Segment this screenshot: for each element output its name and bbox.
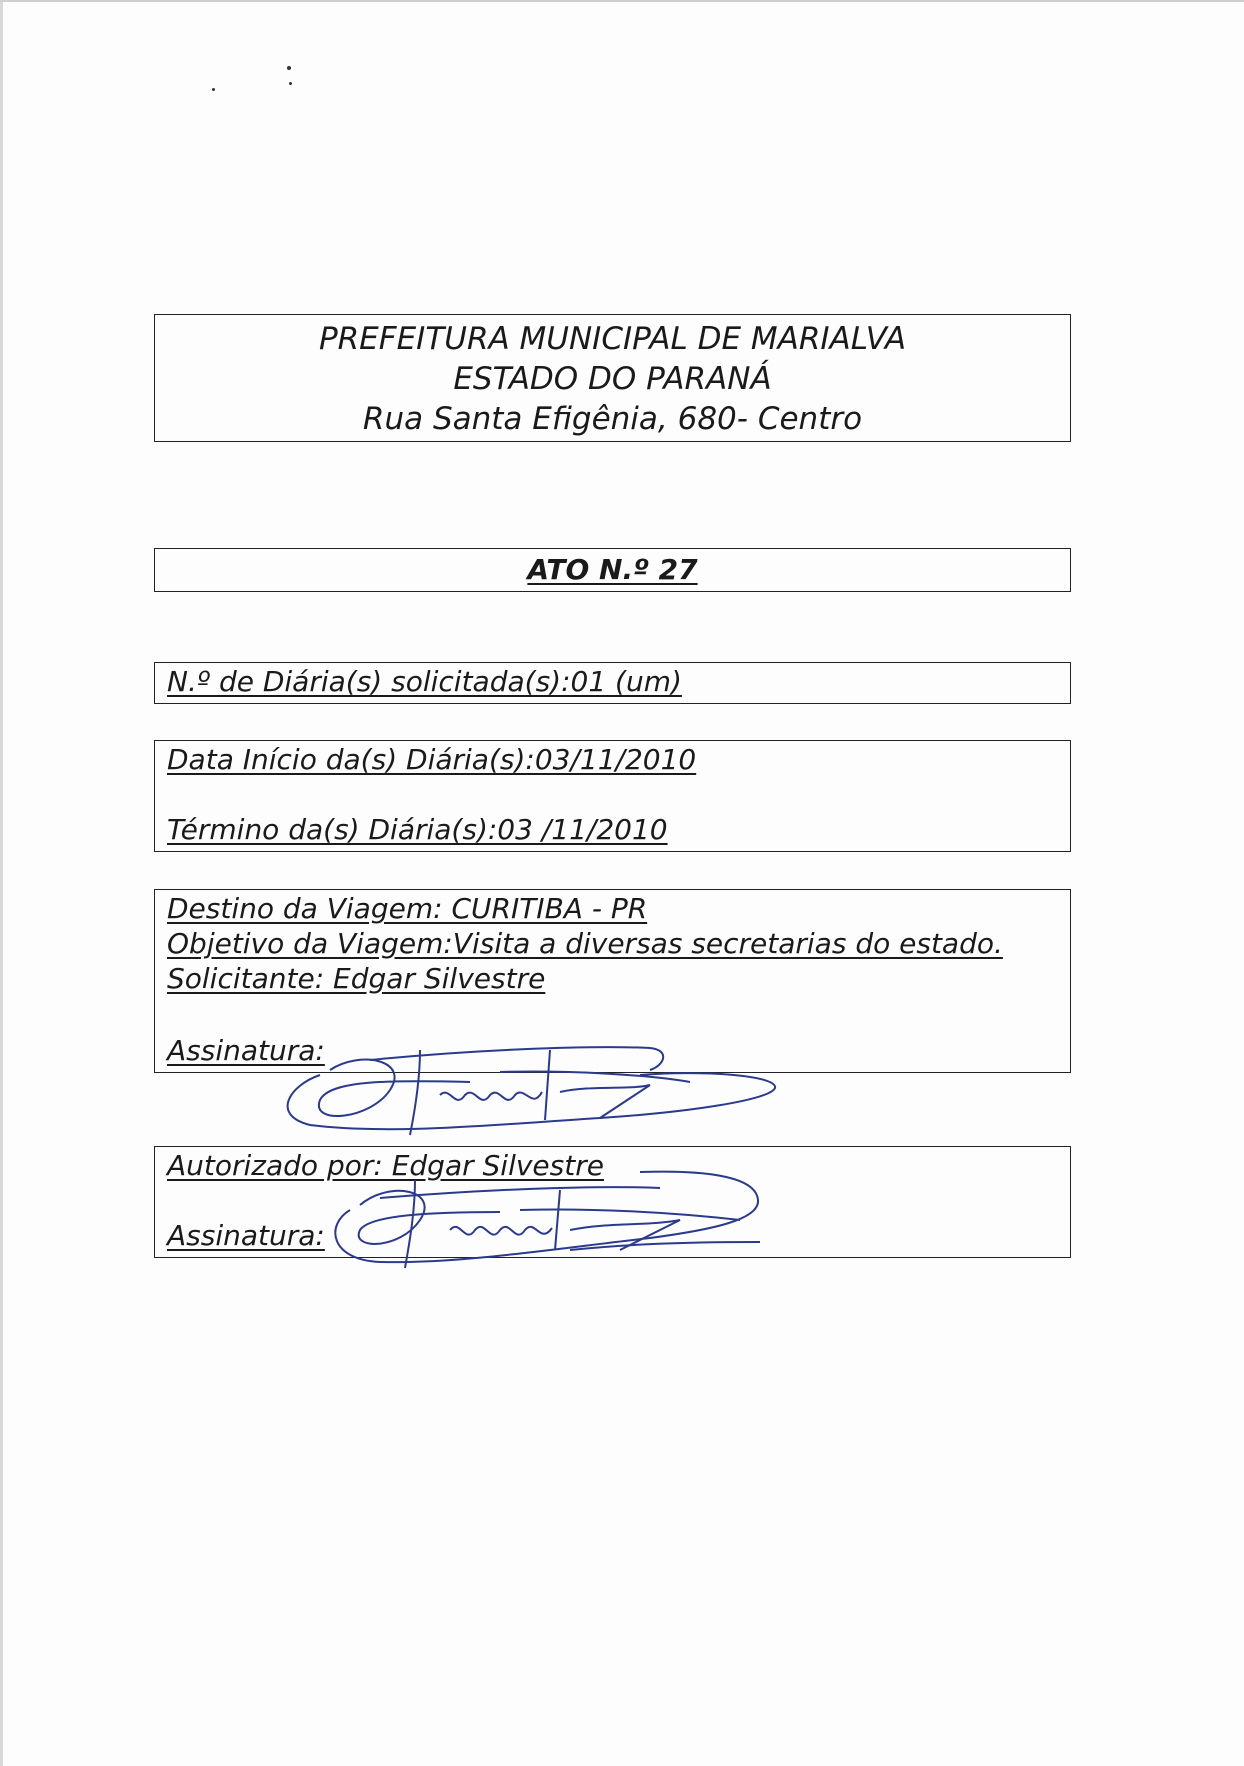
diarias-quantidade: N.º de Diária(s) solicitada(s):01 (um) — [167, 665, 682, 698]
header-line-2: ESTADO DO PARANÁ — [453, 361, 772, 397]
signature-autorizacao — [320, 1150, 770, 1270]
diarias-box — [154, 662, 1071, 704]
data-termino: Término da(s) Diária(s):03 /11/2010 — [167, 813, 668, 846]
solicitante: Solicitante: Edgar Silvestre — [167, 962, 546, 995]
scan-speck — [287, 66, 291, 70]
ato-title: ATO N.º 27 — [527, 553, 698, 586]
destino: Destino da Viagem: CURITIBA - PR — [167, 892, 648, 925]
header-line-3: Rua Santa Efigênia, 680- Centro — [362, 401, 863, 437]
scan-edge-left — [0, 0, 3, 1766]
objetivo: Objetivo da Viagem:Visita a diversas secretarias do estado. — [167, 927, 1003, 960]
scan-edge-top — [0, 0, 1244, 2]
ato-box — [154, 548, 1071, 592]
assinatura-label-solicitante: Assinatura: — [167, 1034, 325, 1067]
data-inicio: Data Início da(s) Diária(s):03/11/2010 — [167, 743, 697, 776]
assinatura-label-autorizacao: Assinatura: — [167, 1219, 325, 1252]
scan-speck — [289, 82, 292, 85]
header-line-1: PREFEITURA MUNICIPAL DE MARIALVA — [318, 321, 907, 357]
datas-box — [154, 740, 1071, 852]
header-box — [154, 314, 1071, 442]
scan-speck — [212, 88, 215, 91]
signature-solicitante — [270, 1030, 790, 1140]
autorizado-por: Autorizado por: Edgar Silvestre — [167, 1149, 604, 1182]
